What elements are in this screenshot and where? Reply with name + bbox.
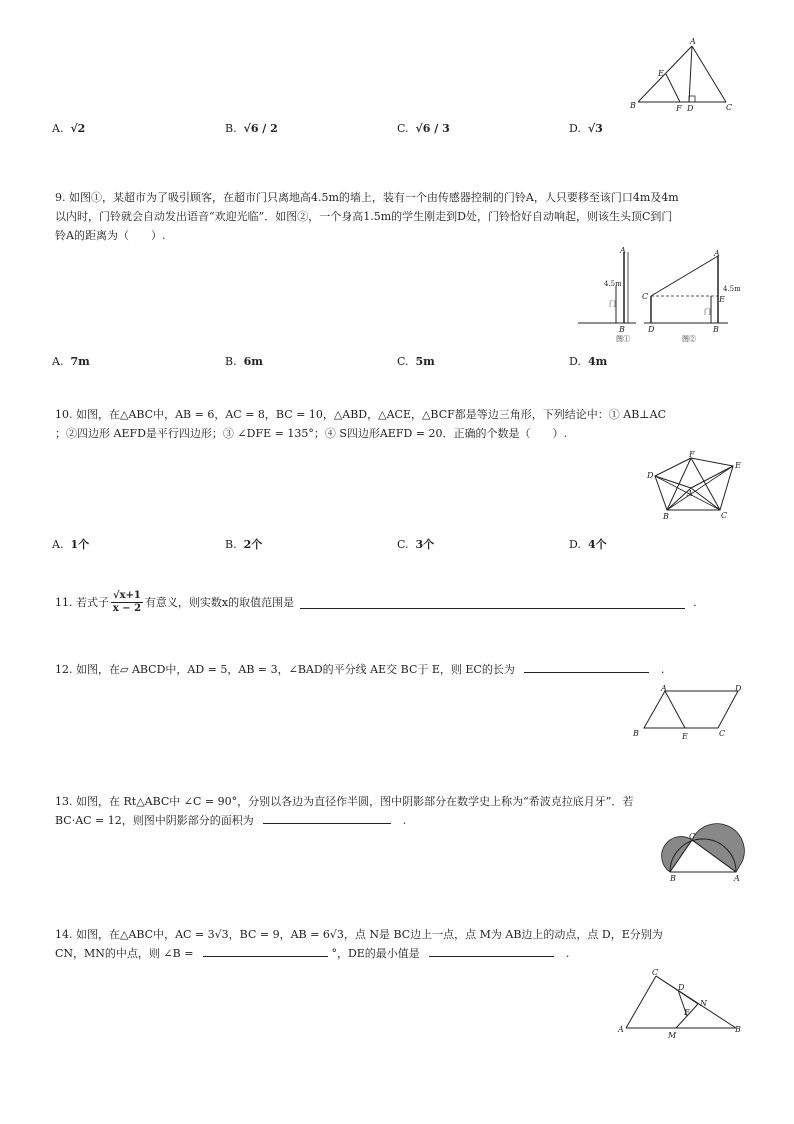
q13-figure bbox=[662, 830, 747, 885]
q9-option-d[interactable] bbox=[569, 355, 607, 368]
q12-label-C: C bbox=[719, 729, 726, 738]
q8-option-b-value: √6 / 2 bbox=[243, 122, 278, 135]
q10-label-C: C bbox=[721, 511, 728, 520]
q9-option-c[interactable] bbox=[397, 355, 435, 368]
q10-option-b-value: 2个 bbox=[243, 538, 263, 551]
q11-text bbox=[55, 590, 755, 615]
q11-prefix: 11. 若式子 bbox=[55, 596, 109, 609]
q13-line-2: BC·AC = 12，则图中阴影部分的面积为 bbox=[55, 814, 254, 827]
q9-fig2-D: D bbox=[648, 325, 655, 334]
q10-label-F: F bbox=[689, 450, 695, 459]
q10-option-a-letter: A. bbox=[52, 538, 64, 551]
q14-end: . bbox=[565, 947, 570, 960]
q12-label-E: E bbox=[682, 732, 688, 741]
q9-text bbox=[55, 188, 755, 245]
q8-label-D: D bbox=[687, 104, 694, 113]
q9-fig2-A: A bbox=[714, 249, 720, 258]
q10-label-A: A bbox=[687, 489, 693, 498]
q8-option-d-letter: D. bbox=[569, 122, 581, 135]
q14-label-N: N bbox=[700, 999, 707, 1008]
q14-line-2a: CN，MN的中点，则 ∠B = bbox=[55, 947, 194, 960]
q11-suffix: 有意义，则实数x的取值范围是 bbox=[144, 596, 295, 609]
q12-label-A: A bbox=[661, 684, 667, 693]
q9-fig1-door: 门 bbox=[609, 300, 616, 308]
q14-label-A: A bbox=[618, 1025, 624, 1034]
q13-label-B: B bbox=[670, 874, 676, 883]
q8-option-c-value: √6 / 3 bbox=[415, 122, 450, 135]
q9-fig1-caption: 图① bbox=[616, 335, 630, 343]
q14-angle-blank[interactable] bbox=[203, 944, 328, 957]
q8-option-a[interactable] bbox=[52, 122, 85, 135]
q11-end: . bbox=[693, 596, 697, 609]
q13-end: . bbox=[402, 814, 407, 827]
q10-line-2: ；②四边形 AEFD是平行四边形；③ ∠DFE = 135°；④ S四边形AEFD = 20．正确的个数是（ ）. bbox=[55, 427, 567, 440]
q8-option-b[interactable] bbox=[225, 122, 278, 135]
q10-option-a[interactable] bbox=[52, 536, 89, 552]
q9-option-d-letter: D. bbox=[569, 355, 581, 368]
q14-label-B: B bbox=[735, 1025, 741, 1034]
q8-figure bbox=[630, 38, 740, 118]
q8-label-C: C bbox=[726, 103, 733, 112]
q12-answer-blank[interactable] bbox=[524, 660, 649, 673]
q10-option-c[interactable] bbox=[397, 536, 434, 552]
q8-label-F: F bbox=[676, 104, 682, 113]
q10-line-1: 10. 如图，在△ABC中，AB = 6，AC = 8，BC = 10，△ABD，△ACE，△BCF都是等边三角形，下列结论中：① AB⊥AC bbox=[55, 408, 666, 421]
q14-de-blank[interactable] bbox=[429, 944, 554, 957]
q13-label-A: A bbox=[734, 874, 740, 883]
q9-fig2-caption: 图② bbox=[682, 335, 696, 343]
q9-fig1-height: 4.5m bbox=[604, 280, 622, 288]
q8-option-c[interactable] bbox=[397, 122, 450, 135]
q9-option-a-letter: A. bbox=[52, 355, 64, 368]
q9-fig2-E: E bbox=[719, 295, 725, 304]
q10-option-d-value: 4个 bbox=[587, 538, 607, 551]
q11-fraction bbox=[111, 590, 143, 615]
q10-option-c-letter: C. bbox=[397, 538, 409, 551]
q8-label-E: E bbox=[658, 69, 664, 78]
q8-option-c-letter: C. bbox=[397, 122, 409, 135]
q11-numerator: √x+1 bbox=[113, 590, 141, 601]
q14-label-C: C bbox=[652, 968, 659, 977]
q14-label-D: D bbox=[678, 983, 685, 992]
q10-option-c-value: 3个 bbox=[415, 538, 435, 551]
q13-answer-blank[interactable] bbox=[263, 811, 391, 824]
q12-text bbox=[55, 660, 755, 679]
q9-fig2-door: 门 bbox=[704, 308, 711, 316]
q13-label-C: C bbox=[689, 832, 696, 841]
q8-option-a-letter: A. bbox=[52, 122, 64, 135]
q14-line-2b: °，DE的最小值是 bbox=[331, 947, 420, 960]
q9-fig2-C: C bbox=[642, 292, 649, 301]
q9-line-1: 9. 如图①，某超市为了吸引顾客，在超市门只离地高4.5m的墙上，装有一个由传感器控制的门铃A，人只要移至该门口4m及4m bbox=[55, 191, 679, 204]
q8-label-A: A bbox=[690, 37, 696, 46]
q14-line-1: 14. 如图，在△ABC中，AC = 3√3，BC = 9，AB = 6√3，点 N是 BC边上一点，点 M为 AB边上的动点，点 D，E分别为 bbox=[55, 928, 663, 941]
q9-fig2-height: 4.5m bbox=[723, 285, 741, 293]
q11-denominator: x − 2 bbox=[112, 603, 142, 614]
q9-option-d-value: 4m bbox=[587, 355, 608, 368]
q13-line-1: 13. 如图，在 Rt△ABC中 ∠C = 90°，分别以各边为直径作半圆，图中阴影部分在数学史上称为“希波克拉底月牙”．若 bbox=[55, 795, 634, 808]
q9-option-b-letter: B. bbox=[225, 355, 237, 368]
q11-answer-blank[interactable] bbox=[300, 596, 685, 609]
q10-label-E: E bbox=[735, 461, 741, 470]
q12-end: . bbox=[660, 663, 665, 676]
q9-option-b-value: 6m bbox=[243, 355, 263, 368]
q14-label-E: E bbox=[684, 1008, 690, 1017]
q10-option-d[interactable] bbox=[569, 536, 607, 552]
q10-option-a-value: 1个 bbox=[70, 538, 90, 551]
q10-option-d-letter: D. bbox=[569, 538, 581, 551]
q10-label-D: D bbox=[647, 471, 654, 480]
q8-option-b-letter: B. bbox=[225, 122, 237, 135]
q9-line-3: 铃A的距离为（ ）. bbox=[55, 229, 166, 242]
q14-figure bbox=[618, 968, 748, 1043]
q13-text bbox=[55, 792, 755, 830]
q10-label-B: B bbox=[663, 512, 669, 521]
q12-figure bbox=[630, 683, 745, 743]
q9-figure bbox=[578, 248, 748, 348]
q10-option-b[interactable] bbox=[225, 536, 262, 552]
q10-figure bbox=[645, 452, 745, 522]
q8-label-B: B bbox=[630, 101, 636, 110]
q10-option-b-letter: B. bbox=[225, 538, 237, 551]
q12-label-B: B bbox=[633, 729, 639, 738]
q9-fig1-A: A bbox=[620, 246, 626, 255]
q9-option-a[interactable] bbox=[52, 355, 90, 368]
q12-question: 12. 如图，在▱ ABCD中，AD = 5，AB = 3，∠BAD的平分线 AE交 BC于 E，则 EC的长为 bbox=[55, 663, 515, 676]
q10-text bbox=[55, 405, 755, 443]
q9-fig1-B: B bbox=[619, 325, 625, 334]
q9-option-c-letter: C. bbox=[397, 355, 409, 368]
q9-option-c-value: 5m bbox=[415, 355, 435, 368]
q8-option-a-value: √2 bbox=[70, 122, 86, 135]
q9-option-a-value: 7m bbox=[70, 355, 90, 368]
q14-label-M: M bbox=[668, 1031, 677, 1040]
q9-line-2: 以内时，门铃就会自动发出语音“欢迎光临”．如图②，一个身高1.5m的学生刚走到D处，门铃恰好自动响起，则该生头顶C到门 bbox=[55, 210, 673, 223]
q14-text bbox=[55, 925, 755, 963]
q12-label-D: D bbox=[735, 684, 742, 693]
q8-option-d-value: √3 bbox=[587, 122, 603, 135]
q8-option-d[interactable] bbox=[569, 122, 603, 135]
q9-fig2-B: B bbox=[713, 325, 719, 334]
q9-option-b[interactable] bbox=[225, 355, 263, 368]
